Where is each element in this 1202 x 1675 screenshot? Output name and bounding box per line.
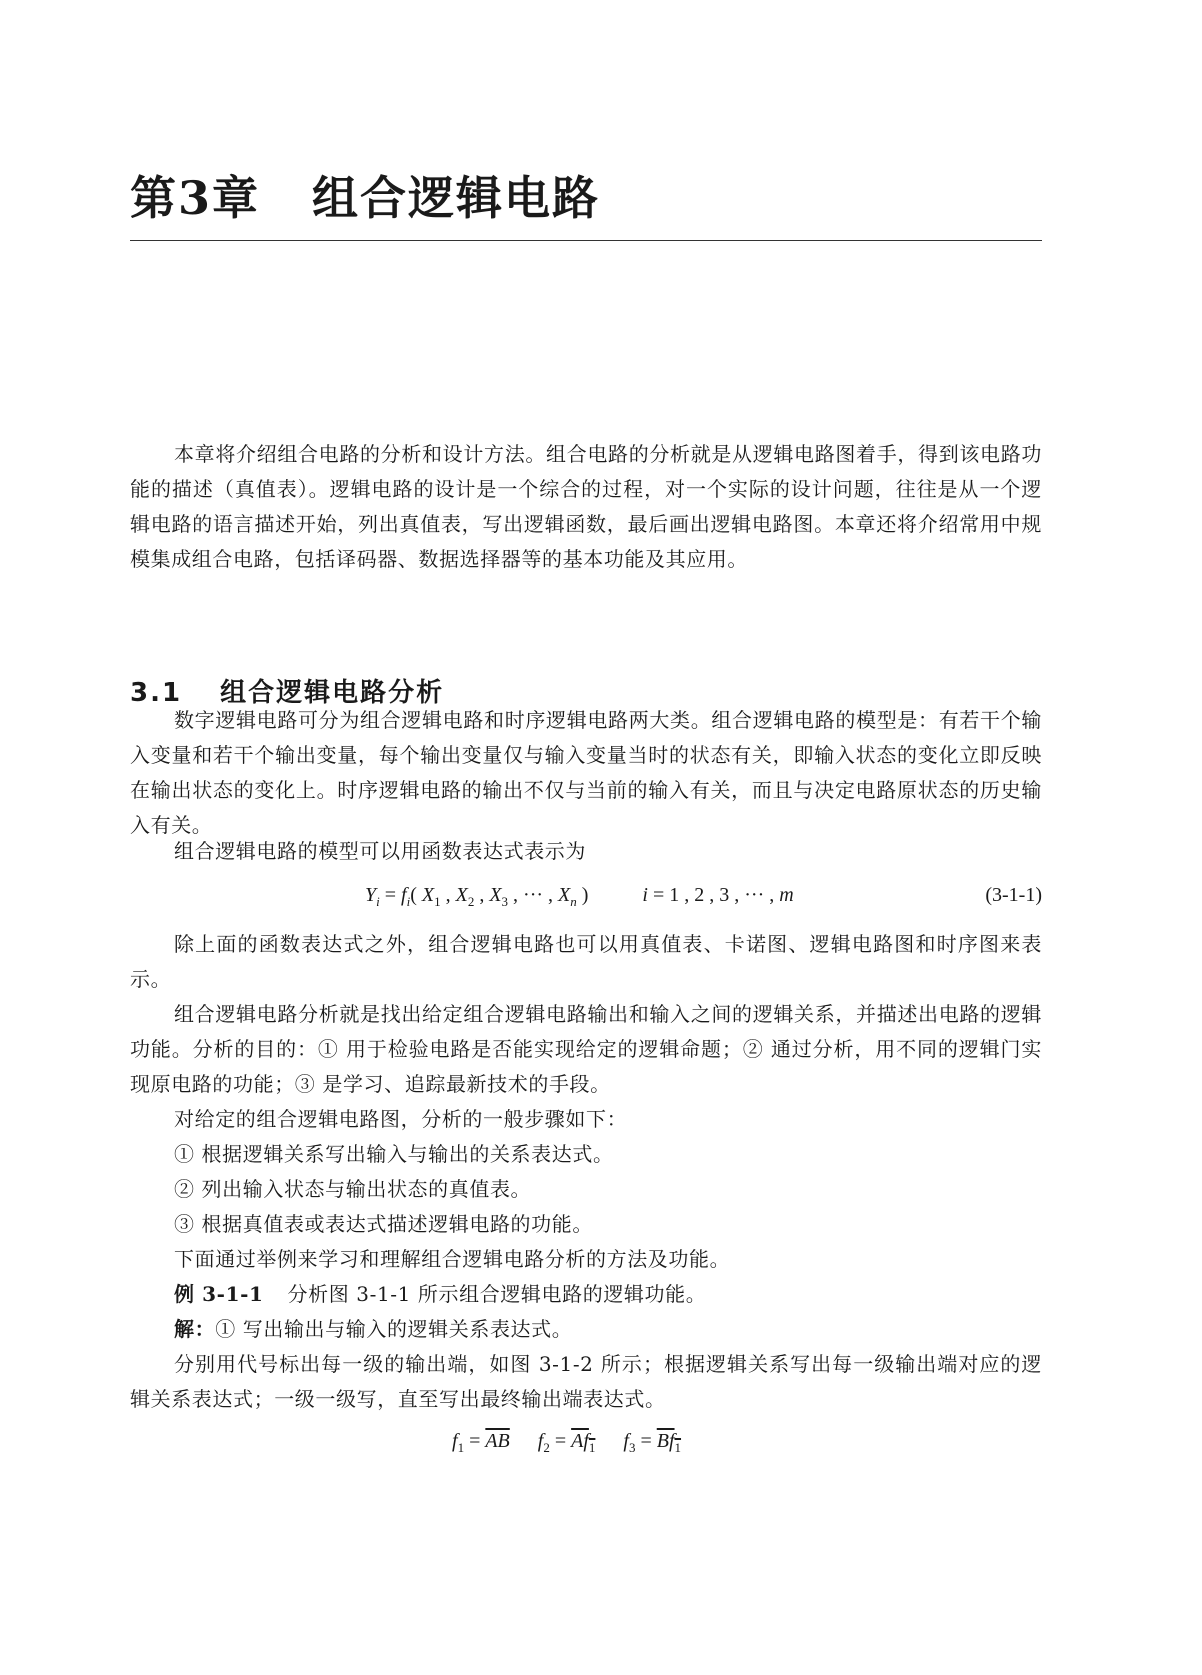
equation-rhs: i = 1 , 2 , 3 , ··· , m: [642, 884, 794, 906]
paragraph-representations: 除上面的函数表达式之外，组合逻辑电路也可以用真值表、卡诺图、逻辑电路图和时序图来表示。: [130, 932, 1042, 991]
paragraph-analysis-purpose: 组合逻辑电路分析就是找出给定组合逻辑电路输出和输入之间的逻辑关系，并描述出电路的逻辑功能。分析的目的：① 用于检验电路是否能实现给定的逻辑命题；② 通过分析，用不同的逻辑门实现原电路的功能；③ 是学习、追踪最新技术的手段。: [130, 1002, 1042, 1096]
paragraph-function-intro: 组合逻辑电路的模型可以用函数表达式表示为: [174, 839, 586, 863]
step-item-2: ② 列出输入状态与输出状态的真值表。: [174, 1177, 532, 1201]
paragraph-model: 数字逻辑电路可分为组合逻辑电路和时序逻辑电路两大类。组合逻辑电路的模型是：有若干个输入变量和若干个输出变量，每个输出变量仅与输入变量当时的状态有关，即输入状态的变化立即反映在输出状态的变化上。时序逻辑电路的输出不仅与当前的输入有关，而且与决定电路原状态的历史输入有关。: [130, 708, 1042, 837]
section-title: 组合逻辑电路分析: [220, 678, 445, 708]
step-item-3: ③ 根据真值表或表达式描述逻辑电路的功能。: [174, 1212, 593, 1236]
solution-text: ① 写出输出与输入的逻辑关系表达式。: [215, 1317, 573, 1341]
example-label: 例 3-1-1: [174, 1282, 264, 1306]
chapter-number-label: 第3章: [130, 171, 261, 225]
equation-number: (3-1-1): [985, 884, 1042, 906]
example-text: 分析图 3-1-1 所示组合逻辑电路的逻辑功能。: [287, 1282, 707, 1306]
paragraph-example-intro: 下面通过举例来学习和理解组合逻辑电路分析的方法及功能。: [174, 1247, 731, 1271]
paragraph-steps-intro: 对给定的组合逻辑电路图，分析的一般步骤如下：: [174, 1107, 628, 1131]
solution-line: [174, 1312, 1042, 1347]
chapter-heading: [130, 162, 600, 228]
chapter-title: 组合逻辑电路: [312, 171, 601, 225]
solution-label: 解：: [174, 1317, 216, 1341]
example-line: [174, 1277, 1042, 1312]
equation-3-1-1: [365, 878, 794, 919]
equation-lhs: $Y_i = f_i$( $X_1$ , $X_2$ , $X_3$ , ··· , $X_n$ ): [365, 884, 589, 909]
final-formula: $f_1 = \overline{AB}$ $f_2 = Af_1$ $f_3 = Bf_1$: [452, 1430, 682, 1455]
step-item-1: ① 根据逻辑关系写出输入与输出的关系表达式。: [174, 1142, 614, 1166]
chapter-divider: [130, 240, 1042, 241]
chapter-intro-paragraph: 本章将介绍组合电路的分析和设计方法。组合电路的分析就是从逻辑电路图着手，得到该电路功能的描述（真值表）。逻辑电路的设计是一个综合的过程，对一个实际的设计问题，往往是从一个逻辑电路的语言描述开始，列出真值表，写出逻辑函数，最后画出逻辑电路图。本章还将介绍常用中规模集成组合电路，包括译码器、数据选择器等的基本功能及其应用。: [130, 442, 1042, 571]
paragraph-labeling: 分别用代号标出每一级的输出端，如图 3-1-2 所示；根据逻辑关系写出每一级输出端对应的逻辑关系表达式；一级一级写，直至写出最终输出端表达式。: [130, 1352, 1042, 1411]
section-number: 3.1: [130, 678, 183, 708]
